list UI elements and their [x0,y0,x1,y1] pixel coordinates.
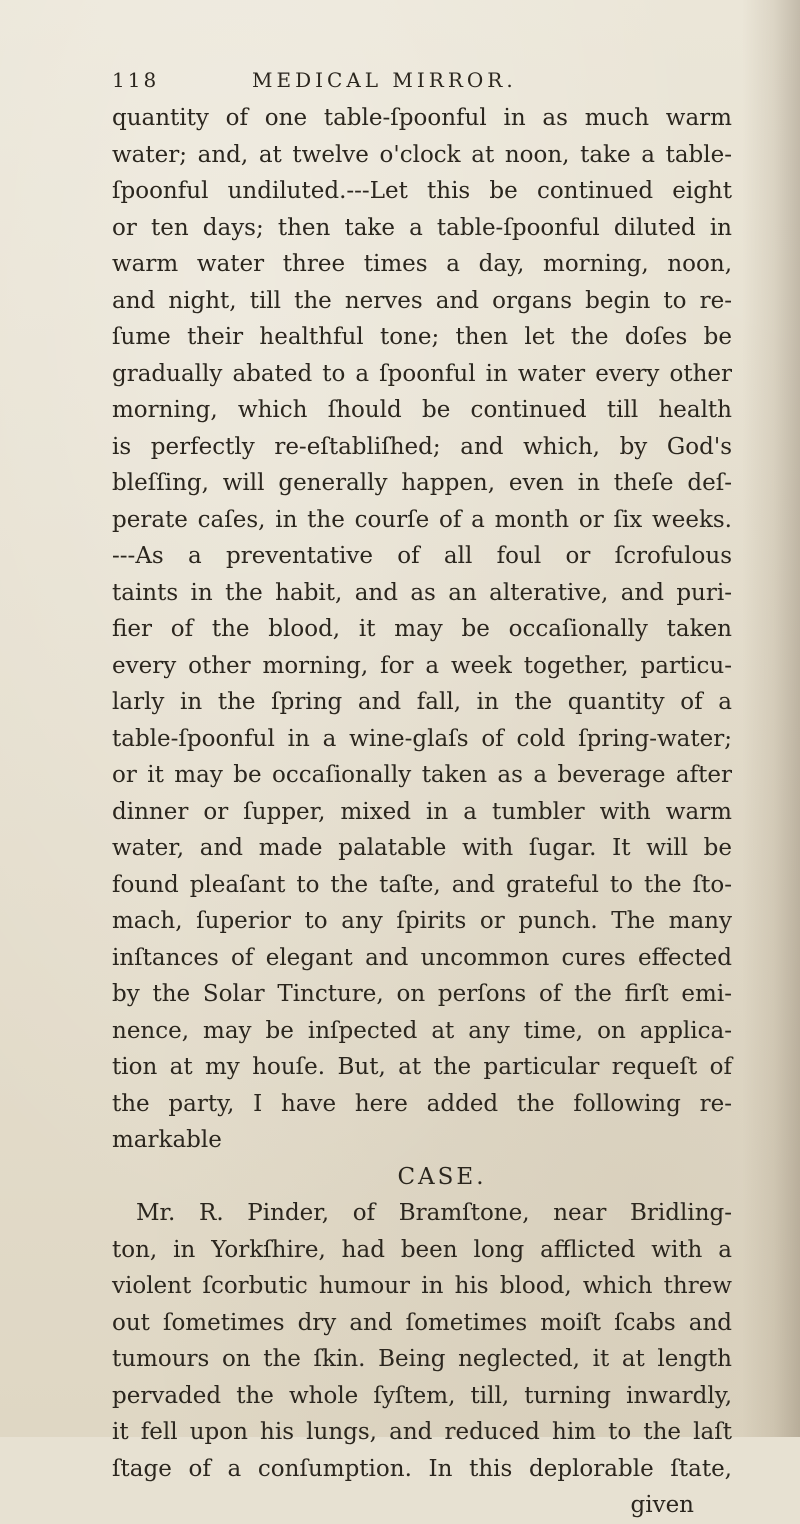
text-line: ſpoonful undiluted.---Let this be continued eight [112,178,732,204]
text-line: dinner or ſupper, mixed in a tumbler with warm [112,798,732,825]
text-line: water, and made palatable with ſugar. It will be [112,835,732,861]
text-line: every other morning, for a week together, particu- [112,652,732,679]
text-line: and night, till the nerves and organs begin to re- [112,287,732,314]
page-edge-shadow [742,0,800,1437]
case-text-line: tumours on the ſkin. Being neglected, it at length [112,1346,732,1372]
case-text-line: violent ſcorbutic humour in his blood, which threw [112,1273,732,1299]
text-line: found pleaſant to the taſte, and grateful to the ſto- [112,871,732,898]
text-line: quantity of one table-ſpoonful in as much warm [112,105,732,131]
text-line: morning, which ſhould be continued till health [112,397,732,423]
catchword: given [630,1492,694,1518]
text-line: the party, I have here added the following re- [112,1090,732,1117]
text-line: nence, may be inſpected at any time, on applica- [112,1017,732,1044]
catchword-row [112,1487,732,1524]
text-line: is perfectly re-eſtabliſhed; and which, by God's [112,433,732,460]
text-line: warm water three times a day, morning, noon, [112,251,732,277]
text-line: tion at my houſe. But, at the particular requeſt of [112,1054,732,1080]
text-line: markable [112,1127,222,1153]
running-head: MEDICAL MIRROR. [252,68,517,92]
text-line: inſtances of elegant and uncommon cures effected [112,944,732,971]
text-line: fier of the blood, it may be occaſionally taken [112,616,732,642]
text-line: ---As a preventative of all foul or ſcrofulous [112,543,732,569]
text-line: or it may be occaſionally taken as a beverage after [112,762,732,788]
text-line: bleſſing, will generally happen, even in theſe deſ- [112,470,732,496]
case-text-line: pervaded the whole ſyſtem, till, turning inwardly, [112,1382,732,1409]
text-line: gradually abated to a ſpoonful in water every other [112,360,732,387]
text-line: or ten days; then take a table-ſpoonful diluted in [112,214,732,241]
text-line: table-ſpoonful in a wine-glaſs of cold ſpring-water; [112,725,732,752]
text-line: mach, ſuperior to any ſpirits or punch. The many [112,908,732,934]
text-line: water; and, at twelve o'clock at noon, take a table- [112,141,732,168]
case-text-line: ton, in Yorkſhire, had been long afflicted with a [112,1236,732,1263]
case-text-line: Mr. R. Pinder, of Bramſtone, near Bridling- [136,1200,732,1226]
case-text-line: ſtage of a conſumption. In this deplorable ſtate, [112,1455,732,1482]
case-text-line: it fell upon his lungs, and reduced him to the laſt [112,1419,732,1445]
text-line: perate caſes, in the courſe of a month or ſix weeks. [112,506,732,533]
text-line: taints in the habit, and as an alterative, and puri- [112,579,732,606]
text-line: larly in the ſpring and fall, in the quantity of a [112,689,732,715]
case-text-line: out ſometimes dry and ſometimes moiſt ſcabs and [112,1309,732,1336]
text-line: ſume their healthful tone; then let the doſes be [112,324,732,350]
page-header [112,68,712,98]
case-heading: CASE. [397,1163,487,1190]
body-text [112,100,732,1524]
page-number: 118 [112,68,160,92]
text-line: by the Solar Tincture, on perſons of the firſt emi- [112,981,732,1007]
